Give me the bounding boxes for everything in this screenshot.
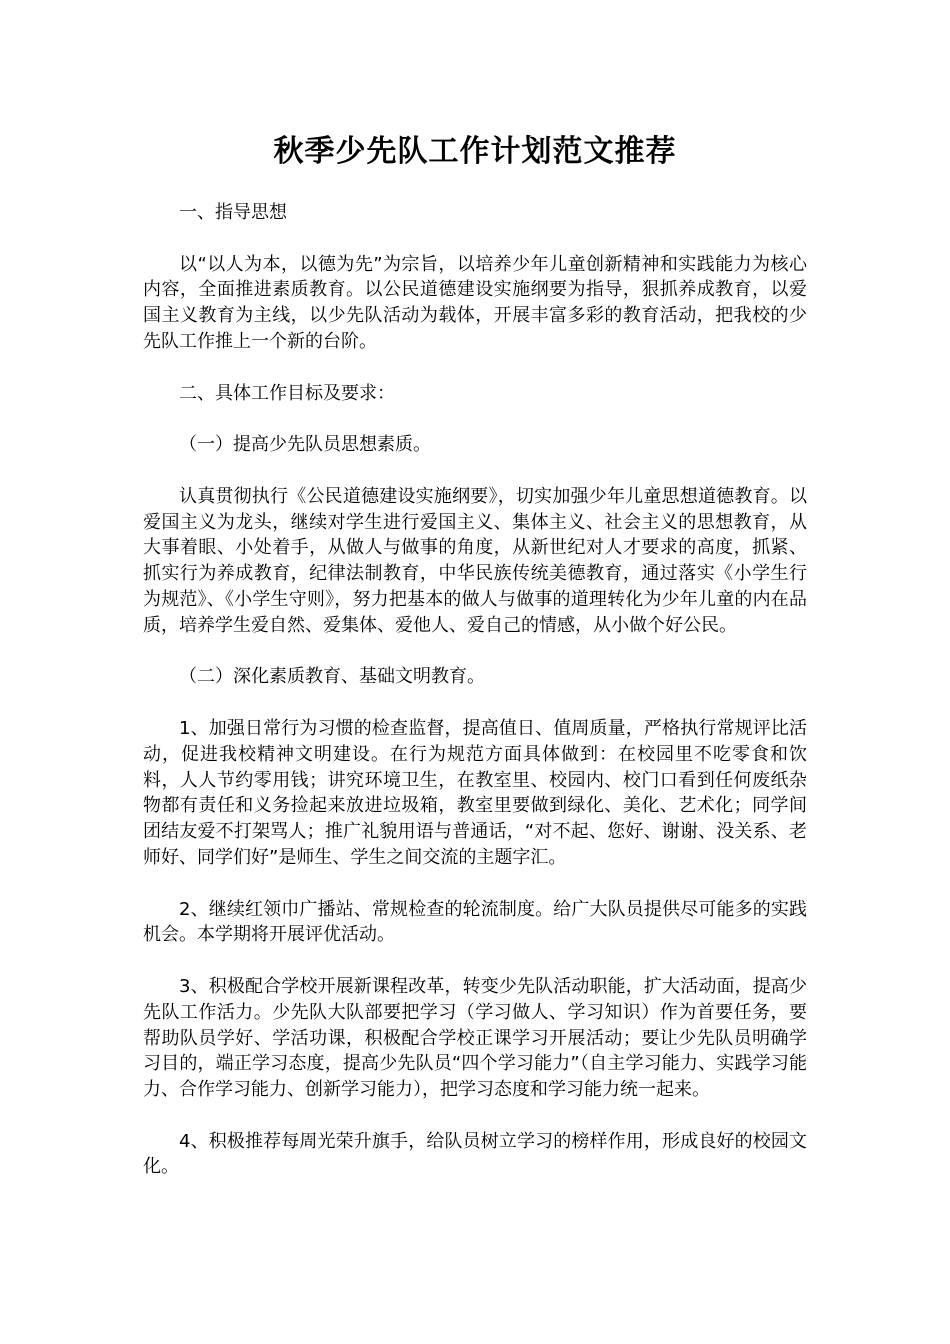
paragraph-item-3: 3、积极配合学校开展新课程改革，转变少先队活动职能，扩大活动面，提高少先队工作活力。少先队大队部要把学习（学习做人、学习知识）作为首要任务，要帮助队员学好、学活功课，积极配合学校正课学习开展活动；要让少先队员明确学习目的，端正学习态度，提高少先队员“四个学习能力”（自主学习能力、实践学习能力、合作学习能力、创新学习能力），把学习态度和学习能力统一起来。 (143, 975, 807, 1101)
paragraph-ideological-quality: 认真贯彻执行《公民道德建设实施纲要》，切实加强少年儿童思想道德教育。以爱国主义为龙头，继续对学生进行爱国主义、集体主义、社会主义的思想教育，从大事着眼、小处着手，从做人与做事的角度，从新世纪对人才要求的高度，抓紧、抓实行为养成教育，纪律法制教育，中华民族传统美德教育，通过落实《小学生行为规范》、《小学生守则》，努力把基本的做人与做事的道理转化为少年儿童的内在品质，培养学生爱自然、爱集体、爱他人、爱自己的情感，从小做个好公民。 (143, 485, 807, 636)
paragraph-item-2: 2、继续红领巾广播站、常规检查的轮流制度。给广大队员提供尽可能多的实践机会。本学期将开展评优活动。 (143, 898, 807, 946)
subheading-ideological-quality: （一）提高少先队员思想素质。 (179, 434, 431, 456)
paragraph-item-4: 4、积极推荐每周光荣升旗手，给队员树立学习的榜样作用，形成良好的校园文化。 (143, 1130, 807, 1178)
heading-guiding-ideology: 一、指导思想 (179, 202, 287, 223)
document-title: 秋季少先队工作计划范文推荐 (273, 134, 677, 169)
subheading-quality-education: （二）深化素质教育、基础文明教育。 (179, 666, 485, 688)
document-body (143, 200, 807, 1206)
paragraph-item-1: 1、加强日常行为习惯的检查监督，提高值日、值周质量，严格执行常规评比活动，促进我校精神文明建设。在行为规范方面具体做到：在校园里不吃零食和饮料，人人节约零用钱；讲究环境卫生，在教室里、校园内、校门口看到任何废纸杂物都有责任和义务捡起来放进垃圾箱，教室里要做到绿化、美化、艺术化；同学间团结友爱不打架骂人；推广礼貌用语与普通话，“对不起、您好、谢谢、没关系、老师好、同学们好”是师生、学生之间交流的主题字汇。 (143, 717, 807, 868)
paragraph-guiding-ideology: 以“以人为本，以德为先”为宗旨，以培养少年儿童创新精神和实践能力为核心内容，全面推进素质教育。以公民道德建设实施纲要为指导，狠抓养成教育，以爱国主义教育为主线，以少先队活动为载体，开展丰富多彩的教育活动，把我校的少先队工作推上一个新的台阶。 (143, 253, 807, 352)
heading-work-goals: 二、具体工作目标及要求： (179, 382, 395, 404)
